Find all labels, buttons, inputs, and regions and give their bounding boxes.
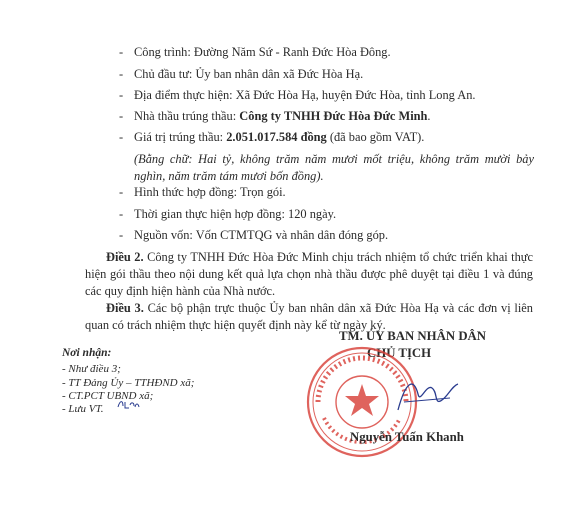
recipient-item: - Lưu VT. [62, 403, 104, 415]
bullet-dash: - [119, 88, 124, 102]
bullet-dash: - [119, 207, 124, 221]
recipient-item: - CT.PCT UBND xã; [62, 390, 154, 402]
bullet-dash: - [119, 45, 124, 59]
bullet-project: Công trình: Đường Năm Sứ - Ranh Đức Hòa Đông. [134, 45, 391, 59]
article-3: Điều 3. Các bộ phận trực thuộc Ủy ban nhân dân xã Đức Hòa Hạ và các đơn vị liên quan có trách nhiệm thực hiện quyết định này kể từ ngày ký. [85, 301, 533, 332]
recipients-title: Nơi nhận: [62, 347, 112, 359]
article-3-heading: Điều 3. [106, 301, 144, 315]
recipient-item: - TT Đảng Ủy – TTHĐND xã; [62, 377, 195, 389]
bullet-value: Giá trị trúng thầu: 2.051.017.584 đồng (đã bao gồm VAT). [134, 130, 425, 144]
signature-role: CHỦ TỊCH [367, 346, 432, 360]
bullet-contract-type: Hình thức hợp đồng: Trọn gói. [134, 185, 286, 199]
bullet-dash: - [119, 67, 124, 81]
bullet-funding: Nguồn vốn: Vốn CTMTQG và nhân dân đóng góp. [134, 228, 389, 242]
bullet-dash: - [119, 228, 124, 242]
bullet-investor: Chủ đầu tư: Ủy ban nhân dân xã Đức Hòa Hạ. [134, 67, 364, 81]
bullet-dash: - [119, 185, 124, 199]
recipient-item: - Như điều 3; [62, 363, 121, 375]
article-2: Điều 2. Công ty TNHH Đức Hòa Đức Minh chịu trách nhiệm tổ chức triển khai thực hiện gói thầu theo nội dung kết quả lựa chọn nhà thầu được phê duyệt tại điều 1 và đúng các quy định hiện hành của Nhà nước. [85, 250, 533, 298]
bullet-dash: - [119, 130, 124, 144]
value-in-words: (Bằng chữ: Hai tỷ, không trăm năm mươi mốt triệu, không trăm mười bảy nghìn, năm trăm tám mươi bốn đồng). [134, 152, 534, 183]
handwritten-signature [392, 372, 462, 422]
handwritten-initials [116, 398, 140, 410]
bullet-contractor: Nhà thầu trúng thầu: Công ty TNHH Đức Hòa Đức Minh. [134, 109, 431, 123]
contractor-name: Công ty TNHH Đức Hòa Đức Minh [239, 109, 428, 123]
bullet-duration: Thời gian thực hiện hợp đồng: 120 ngày. [134, 207, 337, 221]
contract-value: 2.051.017.584 đồng [226, 130, 327, 144]
article-2-heading: Điều 2. [106, 250, 144, 264]
signer-name: Nguyễn Tuấn Khanh [350, 430, 464, 444]
bullet-location: Địa điểm thực hiện: Xã Đức Hòa Hạ, huyện Đức Hòa, tỉnh Long An. [134, 88, 476, 102]
bullet-dash: - [119, 109, 124, 123]
signature-org: TM. ỦY BAN NHÂN DÂN [339, 329, 487, 343]
